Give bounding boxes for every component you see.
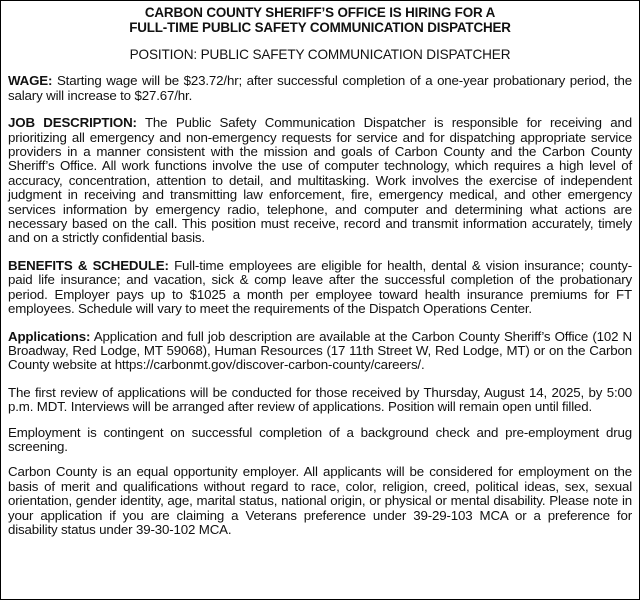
wage-text: Starting wage will be $23.72/hr; after successful completion of a one-year probationary period, the salary will increase to $27.67/hr. (8, 73, 632, 103)
headline (8, 5, 632, 35)
job-description-paragraph (8, 116, 632, 246)
headline-line-2: FULL-TIME PUBLIC SAFETY COMMUNICATION DISPATCHER (129, 20, 511, 35)
wage-paragraph (8, 74, 632, 103)
job-description-label: JOB DESCRIPTION: (8, 115, 137, 131)
wage-label: WAGE: (8, 73, 53, 89)
benefits-label: BENEFITS & SCHEDULE: (8, 257, 169, 273)
benefits-text: Full-time employees are eligible for health, dental & vision insurance; county-paid life insurance; and vacation, sick & comp leave after the successful completion of the probationary period. Employer pays up to $1025 a month per employee toward health insurance premiums for FT employees. Schedule will vary to meet the requirements of the Dispatch Operations Center. (8, 257, 632, 317)
benefits-paragraph (8, 259, 632, 317)
employment-paragraph: Employment is contingent on successful completion of a background check and pre-employment drug screening. (8, 424, 632, 454)
applications-text: Application and full job description are available at the Carbon County Sheriff’s Office (102 N Broadway, Red Lodge, MT 59068), Human Resources (17 11th Street W, Red Lodge, MT) or on the Carbon County website at https://carbonmt.gov/discover-carbon-county/careers/. (8, 328, 632, 373)
headline-line-1: CARBON COUNTY SHERIFF’S OFFICE IS HIRING FOR A (144, 5, 496, 20)
job-description-text: The Public Safety Communication Dispatcher is responsible for receiving and prioritizing all emergency and non-emergency requests for service and for dispatching appropriate service providers in a manner consistent with the mission and goals of Carbon County and the Carbon County Sheriff’s Office. All work functions involve the use of computer technology, which requires a high level of accuracy, concentration, attention to detail, and multitasking. Work involves the exercise of independent judgment in receiving and transmitting law enforcement, fire, emergency medical, and other emergency services information by emergency radio, telephone, and computer and determining what actions are necessary based on the call. This position must receive, record and transmit information accurately, timely and on a strictly confidential basis. (8, 115, 632, 246)
applications-label: Applications: (8, 328, 91, 344)
equal-opportunity-paragraph: Carbon County is an equal opportunity employer. All applicants will be considered for employment on the basis of merit and qualifications without regard to race, color, religion, creed, political ideas, sex, sexual orientation, gender identity, age, marital status, national origin, or physical or mental disability. Please note in your application if you are claiming a Veterans preference under 39-29-103 MCA or a preference for disability status under 39-30-102 MCA. (8, 464, 632, 537)
review-paragraph: The first review of applications will be conducted for those received by Thursday, August 14, 2025, by 5:00 p.m. MDT. Interviews will be arranged after review of applications. Position will remain open until filled. (8, 384, 632, 415)
position-title: POSITION: PUBLIC SAFETY COMMUNICATION DISPATCHER (129, 47, 511, 62)
applications-paragraph (8, 330, 632, 373)
